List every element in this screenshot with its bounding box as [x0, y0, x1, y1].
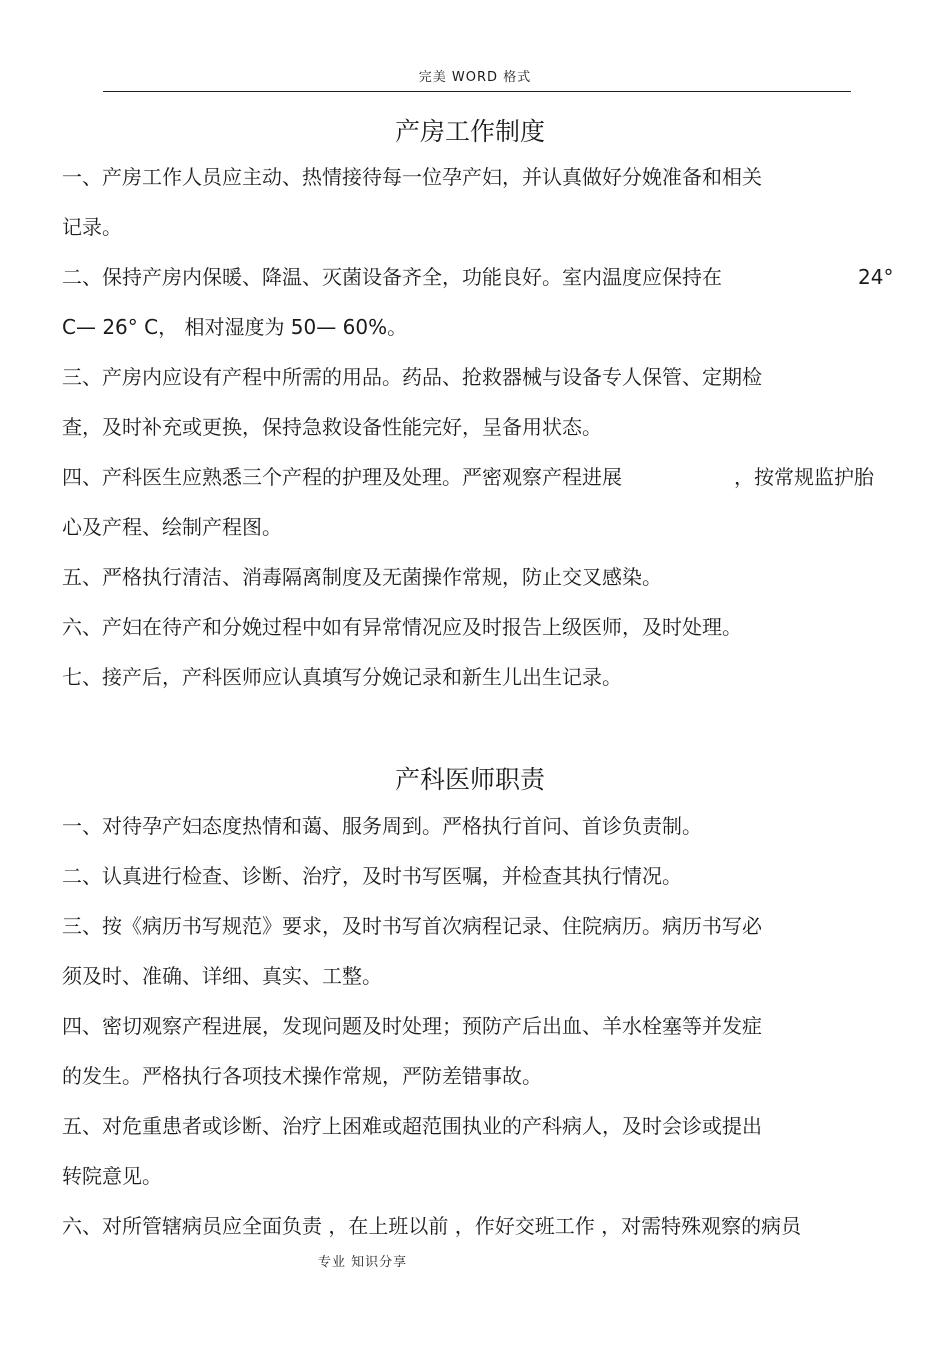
paragraph-line: 七、接产后，产科医师应认真填写分娩记录和新生儿出生记录。 [62, 665, 622, 689]
paragraph-line: 二、认真进行检查、诊断、治疗，及时书写医嘱，并检查其执行情况。 [62, 864, 682, 888]
paragraph-line: 一、对待孕产妇态度热情和蔼、服务周到。严格执行首问、首诊负责制。 [62, 814, 702, 838]
paragraph-line: 须及时、准确、详细、真实、工整。 [62, 964, 382, 988]
paragraph-line: 记录。 [62, 215, 122, 239]
paragraph-line: 六、产妇在待产和分娩过程中如有异常情况应及时报告上级医师，及时处理。 [62, 615, 742, 639]
paragraph-line: 查，及时补充或更换，保持急救设备性能完好，呈备用状态。 [62, 415, 602, 439]
header-divider [103, 91, 851, 92]
paragraph-line: 转院意见。 [62, 1164, 162, 1188]
paragraph-line: 六、对所管辖病员应全面负责 ，在上班以前 ，作好交班工作 ，对需特殊观察的病员 [62, 1214, 802, 1238]
section-title-obstetrician-duties: 产科医师职责 [394, 765, 545, 794]
paragraph-line: 心及产程、绘制产程图。 [62, 515, 282, 539]
paragraph-line: 的发生。严格执行各项技术操作常规，严防差错事故。 [62, 1064, 542, 1088]
paragraph-line: 四、产科医生应熟悉三个产程的护理及处理。严密观察产程进展 [62, 465, 622, 489]
paragraph-line: 四、密切观察产程进展，发现问题及时处理；预防产后出血、羊水栓塞等并发症 [62, 1014, 762, 1038]
temperature-value: 24° [858, 265, 894, 289]
page-footer: 专业 知识分享 [318, 1255, 408, 1270]
paragraph-line: C— 26° C， 相对湿度为 50— 60%。 [62, 315, 408, 339]
paragraph-line: 五、对危重患者或诊断、治疗上困难或超范围执业的产科病人，及时会诊或提出 [62, 1114, 762, 1138]
page-header: 完美 WORD 格式 [418, 70, 532, 85]
paragraph-line: 五、严格执行清洁、消毒隔离制度及无菌操作常规，防止交叉感染。 [62, 565, 662, 589]
paragraph-line-tail: ，按常规监护胎 [734, 465, 874, 489]
section-title-delivery-room-rules: 产房工作制度 [394, 117, 545, 146]
paragraph-line: 一、产房工作人员应主动、热情接待每一位孕产妇，并认真做好分娩准备和相关 [62, 165, 762, 189]
paragraph-line: 三、产房内应设有产程中所需的用品。药品、抢救器械与设备专人保管、定期检 [62, 365, 762, 389]
paragraph-line: 三、按《病历书写规范》要求，及时书写首次病程记录、住院病历。病历书写必 [62, 914, 762, 938]
paragraph-line: 二、保持产房内保暖、降温、灭菌设备齐全，功能良好。室内温度应保持在 [62, 265, 722, 289]
